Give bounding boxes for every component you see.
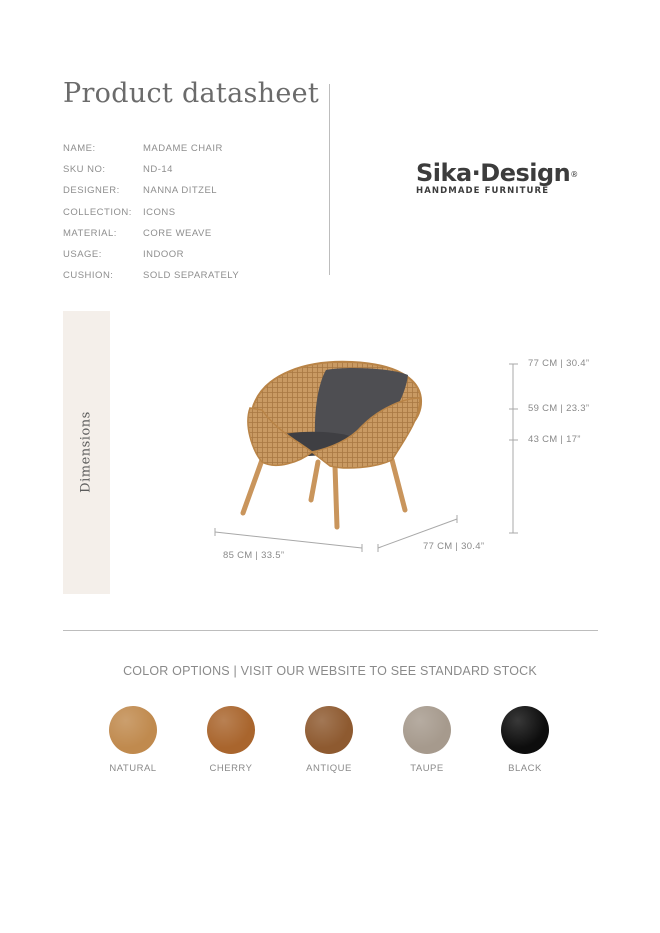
- page-title: Product datasheet: [63, 78, 320, 109]
- spec-value: ICONS: [143, 206, 176, 218]
- color-options-heading: COLOR OPTIONS | VISIT OUR WEBSITE TO SEE STANDARD STOCK: [123, 664, 537, 678]
- spec-label: COLLECTION:: [63, 206, 132, 218]
- spec-row-cushion: [63, 265, 239, 286]
- spec-label: USAGE:: [63, 249, 102, 261]
- swatch-natural: [109, 706, 157, 754]
- swatch-label-black: BLACK: [508, 763, 542, 774]
- spec-value: NANNA DITZEL: [143, 185, 218, 197]
- swatch-taupe: [403, 706, 451, 754]
- swatch-antique: [305, 706, 353, 754]
- dim-height-arm: 59 CM | 23.3”: [528, 403, 590, 414]
- spec-value: SOLD SEPARATELY: [143, 270, 240, 282]
- spec-value: INDOOR: [143, 249, 184, 261]
- spec-label: SKU NO:: [63, 164, 106, 176]
- spec-row-collection: [63, 202, 239, 223]
- vertical-divider: [329, 84, 330, 275]
- logo-tagline: HANDMADE FURNITURE: [416, 186, 550, 196]
- dim-width: 85 CM | 33.5”: [223, 550, 285, 561]
- section-divider: [63, 630, 598, 631]
- swatch-label-cherry: CHERRY: [209, 763, 253, 774]
- spec-row-usage: [63, 244, 239, 265]
- dim-height-total: 77 CM | 30.4”: [528, 358, 590, 369]
- dimensions-label: Dimensions: [78, 411, 94, 493]
- spec-row-name: [63, 138, 239, 159]
- chair-illustration: [200, 340, 530, 570]
- dim-height-seat: 43 CM | 17”: [528, 434, 581, 445]
- spec-row-sku: [63, 159, 239, 180]
- spec-label: DESIGNER:: [63, 185, 120, 197]
- spec-value: MADAME CHAIR: [143, 143, 223, 155]
- swatch-black: [501, 706, 549, 754]
- spec-label: NAME:: [63, 143, 96, 155]
- swatch-label-natural: NATURAL: [109, 763, 157, 774]
- dim-depth: 77 CM | 30.4”: [423, 541, 485, 552]
- swatch-label-taupe: TAUPE: [410, 763, 444, 774]
- chair-legs: [243, 460, 405, 527]
- brand-logo: [416, 160, 578, 196]
- spec-label: CUSHION:: [63, 270, 114, 282]
- spec-label: MATERIAL:: [63, 227, 117, 239]
- spec-value: CORE WEAVE: [143, 227, 212, 239]
- spec-list: [63, 138, 239, 286]
- logo-wordmark: Sika·Design: [416, 159, 571, 187]
- spec-row-designer: [63, 180, 239, 201]
- swatch-cherry: [207, 706, 255, 754]
- swatch-label-antique: ANTIQUE: [306, 763, 352, 774]
- spec-value: ND-14: [143, 164, 173, 176]
- registered-mark: ®: [570, 170, 578, 179]
- spec-row-material: [63, 223, 239, 244]
